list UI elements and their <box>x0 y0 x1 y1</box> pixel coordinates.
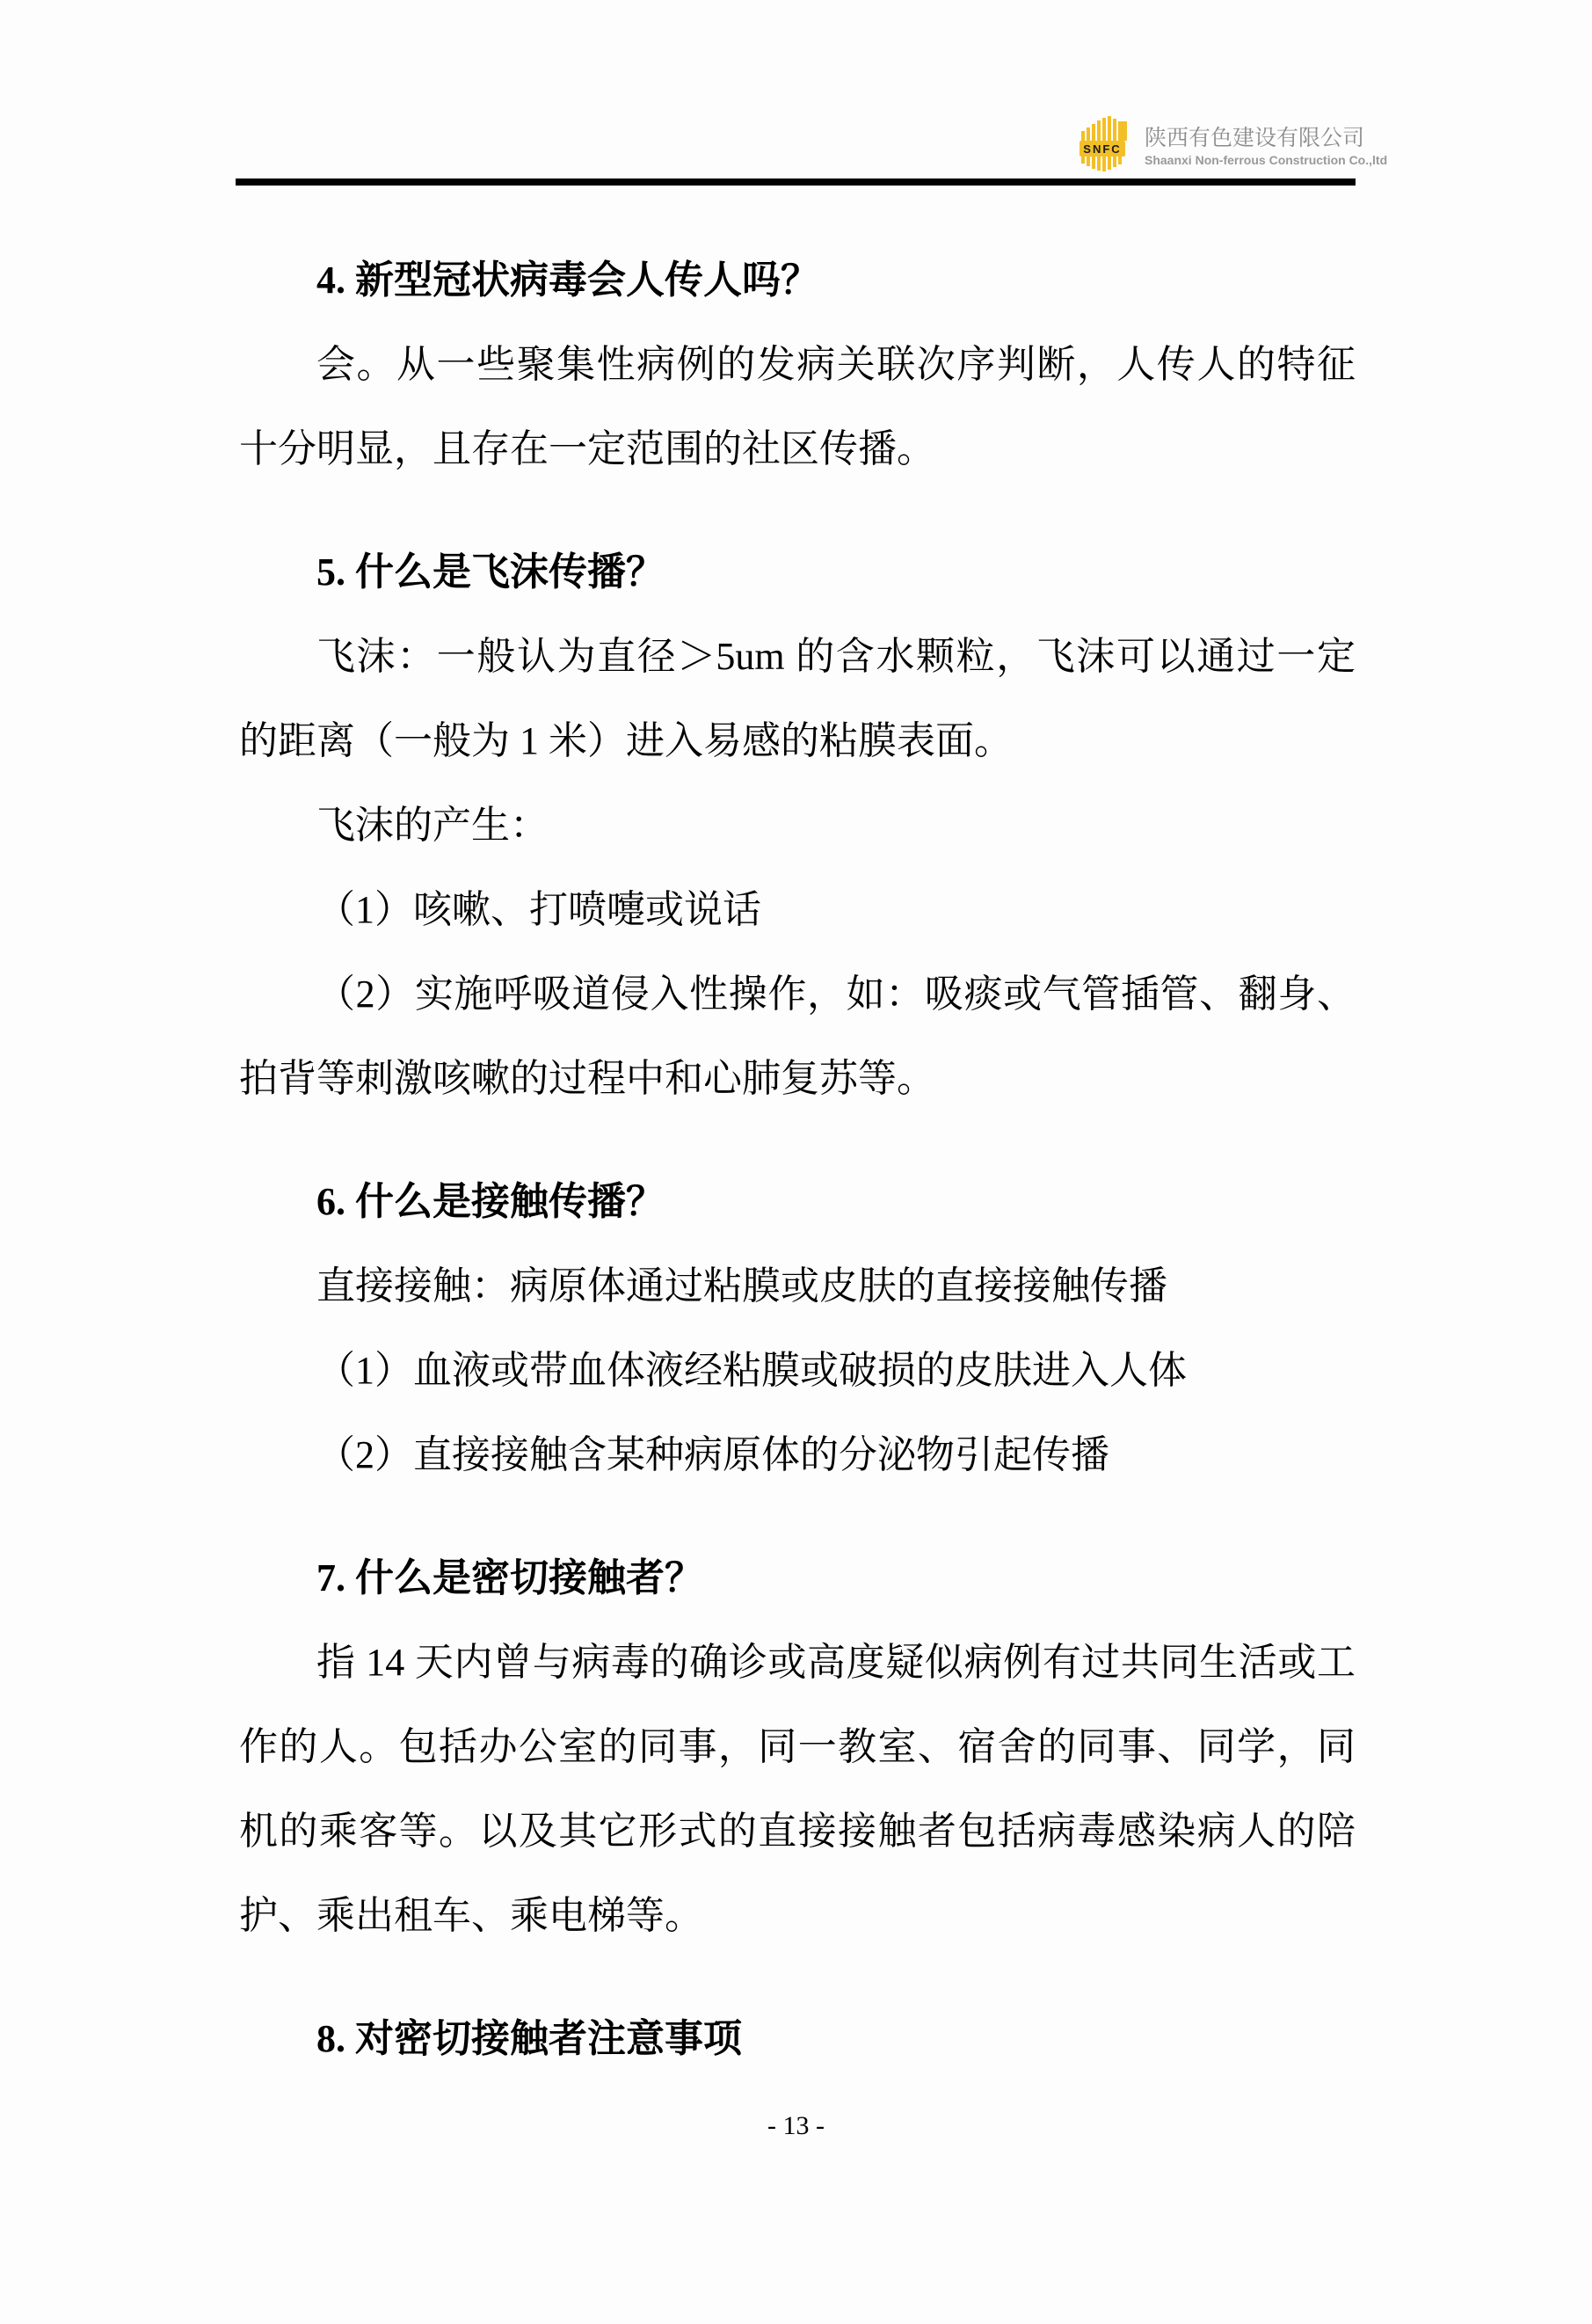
section-heading: 4. 新型冠状病毒会人传人吗？ <box>316 259 819 302</box>
snfc-logo-icon <box>1080 116 1130 172</box>
company-name-en: Shaanxi Non-ferrous Construction Co.,ltd <box>1145 153 1388 167</box>
paragraph: 飞沫：一般认为直径＞5um 的含水颗粒，飞沫可以通过一定的距离（一般为 1 米）进入易感的粘膜表面。 <box>239 635 1356 762</box>
company-name-block <box>1145 116 1387 168</box>
section-heading: 8. 对密切接触者注意事项 <box>316 2017 742 2060</box>
company-name-cn: 陕西有色建设有限公司 <box>1145 126 1365 150</box>
paragraph: 会。从一些聚集性病例的发病关联次序判断，人传人的特征十分明显，且存在一定范围的社区传播。 <box>239 343 1356 470</box>
paragraph: 指 14 天内曾与病毒的确诊或高度疑似病例有过共同生活或工作的人。包括办公室的同事，同一教室、宿舍的同事、同学，同机的乘客等。以及其它形式的直接接触者包括病毒感染病人的陪护、乘出租车、乘电梯等。 <box>239 1641 1356 1937</box>
paragraph: （1）咳嗽、打喷嚏或说话 <box>316 888 761 931</box>
paragraph: （1）血液或带血体液经粘膜或破损的皮肤进入人体 <box>316 1349 1187 1392</box>
paragraph: （2）直接接触含某种病原体的分泌物引起传播 <box>316 1433 1109 1476</box>
section-heading: 5. 什么是飞沫传播？ <box>316 550 665 594</box>
document-body <box>239 186 1356 2081</box>
section-heading: 6. 什么是接触传播？ <box>316 1180 665 1223</box>
header-divider <box>236 178 1356 186</box>
page-footer <box>0 2109 1592 2144</box>
paragraph: （2）实施呼吸道侵入性操作，如：吸痰或气管插管、翻身、拍背等刺激咳嗽的过程中和心肺复苏等。 <box>239 973 1356 1100</box>
company-logo <box>1080 116 1387 172</box>
snfc-logo-text: SNFC <box>1083 142 1122 156</box>
page-number: - 13 - <box>767 2111 825 2140</box>
section-heading: 7. 什么是密切接触者？ <box>316 1556 703 1599</box>
paragraph: 飞沫的产生： <box>316 804 549 847</box>
paragraph: 直接接触：病原体通过粘膜或皮肤的直接接触传播 <box>316 1264 1167 1308</box>
